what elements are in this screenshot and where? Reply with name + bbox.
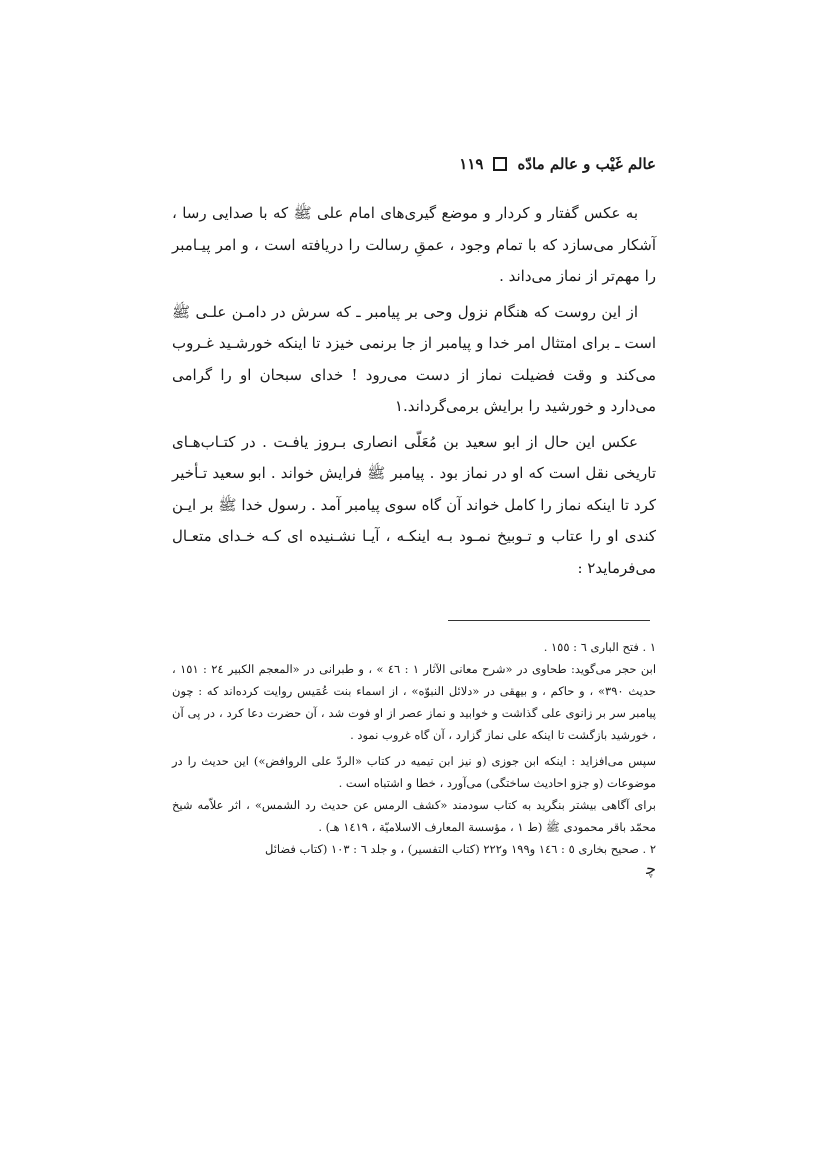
footnote-1-note: سپس می‌افزاید : اینکه ابن جوزی (و نیز ابن تیمیه در کتاب «الردّ علی الروافض») این حدیث را در موضوعات (و جزو احادیث ساختگی) می‌آورد ، خطا و اشتباه است . bbox=[172, 754, 656, 790]
main-text bbox=[172, 198, 656, 588]
footnote-1-body: ابن حجر می‌گوید: طحاوی در «شرح معانی الآثار ١ : ٤٦ » ، و طبرانی در «المعجم الکبیر ٢٤ : ١٥١ ، حدیث ٣٩٠» ، و حاکم ، و بیهقی در «دلائل النبوّه» ، از اسماء بنت عُمَیس روایت کرده‌اند که : چون پیامبر سر بر زانوی علی گذاشت و خوابید و نماز عصر از او فوت شد ، آن حضرت دعا کرد ، در پی آن ، خورشید بازگشت تا اینکه علی نماز گزارد ، آن گاه غروب نمود . bbox=[172, 662, 657, 742]
paragraph: از این روست که هنگام نزول وحی بر پیامبر ـ که سرش در دامـن علـی ﷺ است ـ برای امتثال امر خدا و پیامبر از جا برنمی خیزد تا اینکه خورشـید غـروب می‌کند و وقت فضیلت نماز از دست می‌رود ! خدای سبحان او را گرامی می‌دارد و خورشید را برایش برمی‌گرداند.١ bbox=[172, 302, 656, 415]
header-square-icon bbox=[493, 157, 507, 171]
footnote-1-reference: برای آگاهی بیشتر بنگرید به کتاب سودمند «کشف الرمس عن حدیث رد الشمس» ، اثر علاّمه شیخ محمّد باقر محمودی ﷺ (ط ١ ، مؤسسة المعارف الاسلامیّة ، ١٤١٩ هـ) . bbox=[172, 798, 656, 834]
footnotes bbox=[172, 636, 656, 878]
footnote-2: ٢ . صحیح بخاری ٥ : ١٤٦ و١٩٩ و٢٢٢ (کتاب التفسیر) ، و جلد ٦ : ١٠٣ (کتاب فضائل bbox=[265, 842, 656, 856]
footnote-separator bbox=[448, 620, 650, 621]
continuation-icon: ﭼ bbox=[646, 859, 656, 878]
paragraph: عکس این حال از ابو سعید بن مُعَلّی انصاری بـروز یافـت . در کتـاب‌هـای تاریخی نقل است که او در نماز بود . پیامبر ﷺ فرایش خواند . ابو سعید تـأخیر کرد تا اینکه نماز را کامل خواند آن گاه سوی پیامبر آمد . رسول خدا ﷺ بر ایـن کندی او را عتاب و تـوبیخ نمـود بـه اینکـه ، آیـا نشـنیده ای کـه خـدای متعـال می‌فرماید٢ : bbox=[172, 432, 656, 577]
page-number: ١١٩ bbox=[459, 155, 484, 173]
footnote-1: ١ . فتح الباری ٦ : ١٥٥ . bbox=[543, 640, 656, 654]
chapter-title: عالم غَيْب و عالم مادّه bbox=[517, 155, 656, 173]
paragraph: به عکس گفتار و کردار و موضع گیری‌های امام علی ﷺ که با صدایی رسا ، آشکار می‌سازد که با تمام وجود ، عمقِ رسالت را دریافته است ، و امر پیـامبر را مهم‌تر از نماز می‌داند . bbox=[172, 204, 656, 285]
running-header bbox=[172, 150, 656, 178]
